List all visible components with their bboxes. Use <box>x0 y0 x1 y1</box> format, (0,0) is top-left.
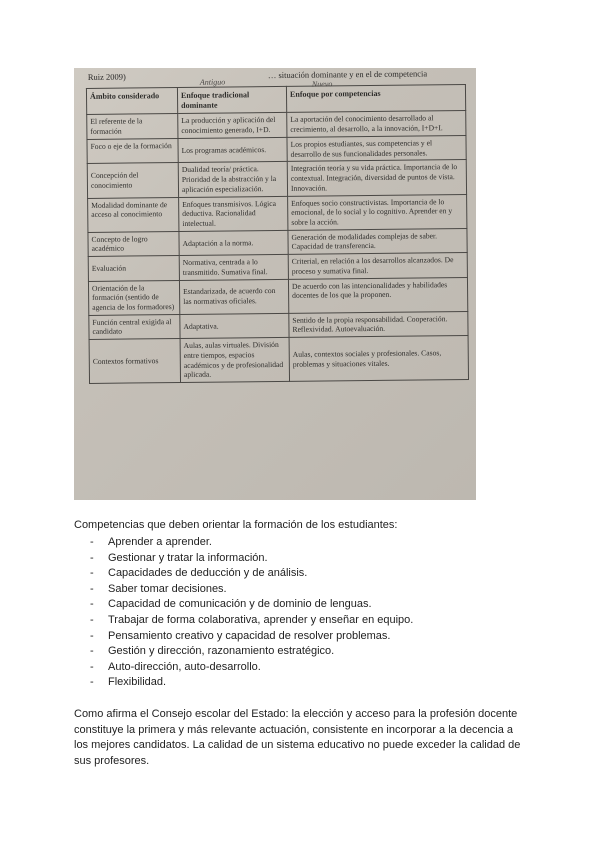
table-cell: Función central exigida al candidato <box>89 314 180 339</box>
list-item-text: Pensamiento creativo y capacidad de resolver problemas. <box>108 629 391 642</box>
table-cell: El referente de la formación <box>87 114 178 139</box>
table-cell: Modalidad dominante de acceso al conocimiento <box>88 197 179 232</box>
table-cell: Orientación de la formación (sentido de agencia de los formadores) <box>88 280 179 315</box>
photo-of-table <box>74 68 476 500</box>
table-cell: Sentido de la propia responsabilidad. Cooperación. Reflexividad. Autoevaluación. <box>289 311 468 337</box>
header-enfoque-tradicional: Enfoque tradicional dominante <box>177 86 286 114</box>
comparison-table <box>86 84 469 384</box>
handwritten-note-antiguo: Antiguo <box>199 77 226 87</box>
table-cell: De acuerdo con las intencionalidades y habilidades docentes de los que la proponen. <box>288 277 467 313</box>
table-cell: Adaptación a la norma. <box>179 230 288 256</box>
list-item-text: Flexibilidad. <box>108 676 167 689</box>
consejo-escolar-paragraph: Como afirma el Consejo escolar del Estado: la elección y acceso para la profesión docente constituye la primera y más relevante actuación, consistente en incorporar a la decencia a los mejores candidatos. La calidad de un sistema educativo no puede exceder la calidad de sus profesores. <box>74 708 521 768</box>
table-row <box>89 336 468 384</box>
list-item <box>74 566 413 582</box>
list-item <box>74 582 413 598</box>
bullet-dash: - <box>90 567 94 580</box>
table-cell: Dualidad teoría/ práctica. Prioridad de la abstracción y la aplicación especialización. <box>178 162 287 197</box>
table-cell: Concepción del conocimiento <box>87 163 178 198</box>
list-item <box>74 597 413 613</box>
table-cell: Normativa, centrada a lo transmitido. Sumativa final. <box>179 254 288 280</box>
table-cell: Criterial, en relación a los desarrollos alcanzados. De proceso y sumativa final. <box>288 253 467 279</box>
list-item <box>74 613 413 629</box>
list-item <box>74 551 413 567</box>
photo-caption-right: … situación dominante y en el de competencia <box>267 68 428 81</box>
table-cell: Aulas, aulas virtuales. División entre tiempos, espacios académicos y de profesionalidad aplicada. <box>180 337 289 382</box>
list-item <box>74 644 413 660</box>
table-cell: Foco o eje de la formación <box>87 138 178 163</box>
bullet-dash: - <box>90 660 94 673</box>
header-enfoque-competencias: Enfoque por competencias <box>286 84 465 112</box>
photo-caption <box>88 68 468 82</box>
bullet-dash: - <box>90 582 94 595</box>
table-cell: La producción y aplicación del conocimiento generado, I+D. <box>178 113 287 139</box>
table-cell: Generación de modalidades complejas de saber. Capacidad de transferencia. <box>288 228 467 254</box>
list-item <box>74 629 413 645</box>
list-item-text: Saber tomar decisiones. <box>108 582 227 595</box>
list-item-text: Gestionar y tratar la información. <box>108 551 268 564</box>
table-cell: Concepto de logro académico <box>88 231 179 256</box>
table-cell: Aulas, contextos sociales y profesionales. Casos, problemas y situaciones vitales. <box>289 336 468 382</box>
header-ambito: Ámbito considerado <box>86 88 177 115</box>
bullet-dash: - <box>90 598 94 611</box>
list-item <box>74 535 413 551</box>
table-cell: Los programas académicos. <box>178 137 287 163</box>
table-row <box>87 160 466 198</box>
table-cell: Evaluación <box>88 256 179 281</box>
photo-caption-left: Ruiz 2009) <box>87 71 126 82</box>
bullet-dash: - <box>90 645 94 658</box>
list-item-text: Gestión y dirección, razonamiento estratégico. <box>108 645 335 658</box>
bullet-dash: - <box>90 551 94 564</box>
table-cell: Estandarizada, de acuerdo con las normativas oficiales. <box>179 279 288 314</box>
table-row <box>88 277 467 315</box>
competencias-list <box>74 535 413 691</box>
list-item <box>74 660 413 676</box>
list-item-text: Trabajar de forma colaborativa, aprender y enseñar en equipo. <box>108 613 414 626</box>
handwritten-note-nuevo: Nuevo <box>311 79 333 89</box>
table-cell: Enfoques transmisivos. Lógica deductiva. Racionalidad intelectual. <box>179 196 288 231</box>
table-header-row <box>86 84 465 114</box>
table-row <box>88 194 467 232</box>
list-item-text: Auto-dirección, auto-desarrollo. <box>108 660 261 673</box>
photo-content <box>74 68 476 500</box>
bullet-dash: - <box>90 629 94 642</box>
bullet-dash: - <box>90 676 94 689</box>
table-cell: Adaptativa. <box>180 313 289 339</box>
table-cell: Los propios estudiantes, sus competencias y el desarrollo de sus funcionalidades personales. <box>287 135 466 161</box>
table-cell: La aportación del conocimiento desarrollado al crecimiento, al desarrollo, a la innovación, I+D+I. <box>287 111 466 137</box>
table-cell: Integración teoría y su vida práctica. Importancia de lo contextual. Integración, diversidad de puntos de vista. Innovación. <box>287 160 466 196</box>
table-cell: Enfoques socio constructivistas. Importancia de lo emocional, de lo social y lo cognitivo. Aprender en y sobre la acción. <box>288 194 467 230</box>
table-cell: Contextos formativos <box>89 339 180 384</box>
list-item-text: Aprender a aprender. <box>108 536 212 548</box>
competencias-heading: Competencias que deben orientar la formación de los estudiantes: <box>74 519 398 531</box>
bullet-dash: - <box>90 536 94 548</box>
bullet-dash: - <box>90 613 94 626</box>
list-item-text: Capacidad de comunicación y de dominio de lenguas. <box>108 598 372 611</box>
list-item <box>74 675 413 691</box>
list-item-text: Capacidades de deducción y de análisis. <box>108 567 308 580</box>
